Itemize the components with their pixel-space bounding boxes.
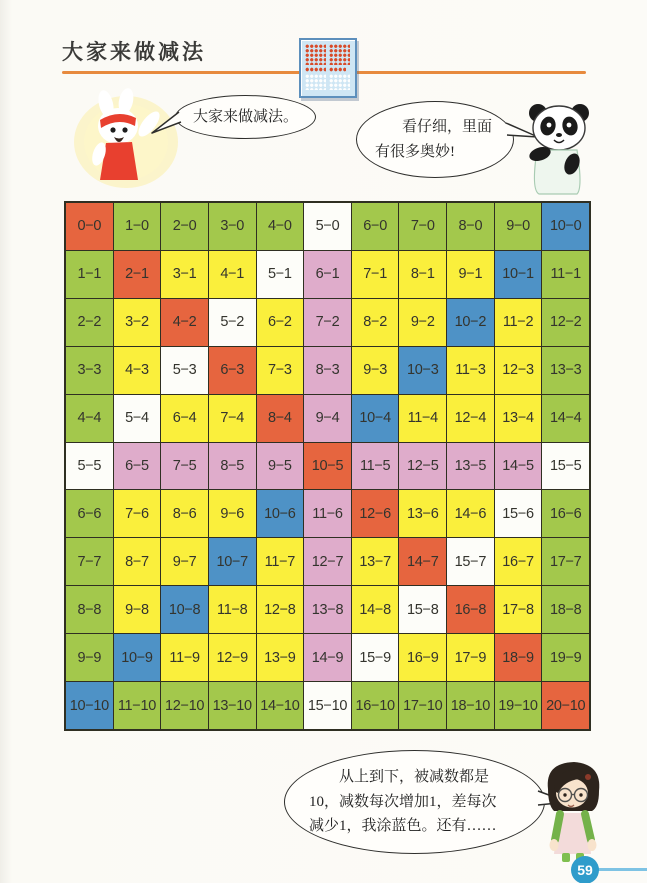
grid-cell: 7−4 [209,395,256,442]
grid-cell: 9−6 [209,490,256,537]
grid-cell: 12−7 [304,538,351,585]
grid-cell: 19−10 [495,682,542,729]
grid-cell: 11−7 [257,538,304,585]
grid-cell: 7−5 [161,443,208,490]
grid-cell: 6−4 [161,395,208,442]
grid-cell: 6−1 [304,251,351,298]
grid-cell: 16−7 [495,538,542,585]
panda-speech-bubble [356,101,514,178]
grid-cell: 8−5 [209,443,256,490]
grid-cell: 19−9 [542,634,589,681]
grid-cell: 8−6 [161,490,208,537]
grid-cell: 9−5 [257,443,304,490]
grid-cell: 4−4 [66,395,113,442]
grid-cell: 2−1 [114,251,161,298]
grid-cell: 5−5 [66,443,113,490]
grid-cell: 10−2 [447,299,494,346]
red-dot-row [305,67,326,72]
grid-cell: 8−1 [399,251,446,298]
grid-cell: 2−0 [161,203,208,250]
grid-cell: 10−3 [399,347,446,394]
grid-cell: 14−9 [304,634,351,681]
grid-cell: 17−9 [447,634,494,681]
grid-cell: 13−6 [399,490,446,537]
grid-cell: 3−0 [209,203,256,250]
grid-cell: 7−7 [66,538,113,585]
grid-cell: 12−5 [399,443,446,490]
grid-cell: 13−7 [352,538,399,585]
grid-cell: 13−5 [447,443,494,490]
grid-cell: 12−6 [352,490,399,537]
grid-cell: 3−3 [66,347,113,394]
grid-cell: 9−2 [399,299,446,346]
grid-cell: 13−3 [542,347,589,394]
grid-cell: 3−2 [114,299,161,346]
girl-speech-line3: 减少1，我涂蓝色。还有…… [309,818,497,835]
grid-cell: 10−8 [161,586,208,633]
empty-dot-block [329,74,350,90]
grid-cell: 9−4 [304,395,351,442]
page-number: 59 [577,862,593,878]
grid-cell: 11−4 [399,395,446,442]
grid-cell: 1−1 [66,251,113,298]
grid-cell: 8−4 [257,395,304,442]
grid-cell: 3−1 [161,251,208,298]
girl-speech-line1: 从上到下，被减数都是 [339,768,490,785]
grid-cell: 16−10 [352,682,399,729]
grid-cell: 15−9 [352,634,399,681]
panda-speech-line1: 看仔细，里面 [402,118,493,135]
grid-cell: 16−8 [447,586,494,633]
grid-cell: 4−2 [161,299,208,346]
grid-cell: 7−2 [304,299,351,346]
grid-cell: 7−1 [352,251,399,298]
grid-cell: 13−10 [209,682,256,729]
grid-cell: 15−6 [495,490,542,537]
grid-cell: 17−7 [542,538,589,585]
grid-cell: 13−8 [304,586,351,633]
panda-speech-line2: 有很多奥妙! [375,143,455,160]
grid-cell: 14−4 [542,395,589,442]
grid-cell: 6−6 [66,490,113,537]
grid-cell: 13−9 [257,634,304,681]
grid-cell: 15−5 [542,443,589,490]
grid-cell: 18−10 [447,682,494,729]
grid-cell: 5−0 [304,203,351,250]
grid-cell: 11−2 [495,299,542,346]
red-dot-row [329,67,346,72]
grid-cell: 12−4 [447,395,494,442]
grid-cell: 6−0 [352,203,399,250]
grid-cell: 5−3 [161,347,208,394]
empty-dot-block [305,74,326,90]
grid-cell: 1−0 [114,203,161,250]
rabbit-character [66,88,184,192]
grid-cell: 10−6 [257,490,304,537]
grid-cell: 10−5 [304,443,351,490]
grid-cell: 8−2 [352,299,399,346]
grid-cell: 12−10 [161,682,208,729]
grid-cell: 17−10 [399,682,446,729]
grid-cell: 14−6 [447,490,494,537]
grid-cell: 10−9 [114,634,161,681]
grid-cell: 8−7 [114,538,161,585]
page-number-badge [571,856,599,883]
page-title: 大家来做减法 [62,41,206,64]
grid-cell: 10−1 [495,251,542,298]
girl-character [535,757,613,865]
grid-cell: 10−4 [352,395,399,442]
grid-cell: 11−3 [447,347,494,394]
grid-cell: 4−1 [209,251,256,298]
rabbit-speech-text: 大家来做减法。 [192,108,298,125]
grid-cell: 11−9 [161,634,208,681]
grid-cell: 7−0 [399,203,446,250]
grid-cell: 7−3 [257,347,304,394]
grid-cell: 7−6 [114,490,161,537]
grid-cell: 9−3 [352,347,399,394]
grid-cell: 12−2 [542,299,589,346]
grid-cell: 11−5 [352,443,399,490]
grid-cell: 16−9 [399,634,446,681]
girl-speech-line2: 10，减数每次增加1，差每次 [309,793,497,810]
grid-cell: 9−7 [161,538,208,585]
red-dot-block [329,44,350,65]
grid-cell: 15−10 [304,682,351,729]
grid-cell: 11−1 [542,251,589,298]
grid-cell: 9−1 [447,251,494,298]
grid-cell: 12−3 [495,347,542,394]
grid-cell: 9−9 [66,634,113,681]
girl-speech-bubble [284,750,545,854]
grid-cell: 8−0 [447,203,494,250]
grid-cell: 18−8 [542,586,589,633]
grid-cell: 15−8 [399,586,446,633]
rabbit-speech-bubble [175,95,316,139]
grid-cell: 13−4 [495,395,542,442]
grid-cell: 11−8 [209,586,256,633]
grid-cell: 10−0 [542,203,589,250]
grid-cell: 14−8 [352,586,399,633]
grid-cell: 11−6 [304,490,351,537]
red-dot-block [305,44,326,65]
grid-cell: 9−8 [114,586,161,633]
grid-cell: 8−3 [304,347,351,394]
grid-cell: 2−2 [66,299,113,346]
grid-cell: 11−10 [114,682,161,729]
rabbit-bubble-tail [151,111,183,135]
grid-cell: 14−7 [399,538,446,585]
grid-cell: 10−10 [66,682,113,729]
grid-cell: 14−5 [495,443,542,490]
grid-cell: 17−8 [495,586,542,633]
grid-cell: 5−4 [114,395,161,442]
counting-chart-icon [299,38,357,98]
grid-cell: 16−6 [542,490,589,537]
grid-cell: 4−3 [114,347,161,394]
grid-cell: 8−8 [66,586,113,633]
grid-cell: 10−7 [209,538,256,585]
grid-cell: 5−1 [257,251,304,298]
panda-character [515,100,603,198]
grid-cell: 15−7 [447,538,494,585]
grid-cell: 0−0 [66,203,113,250]
grid-cell: 6−5 [114,443,161,490]
grid-cell: 12−9 [209,634,256,681]
grid-cell: 20−10 [542,682,589,729]
grid-cell: 6−3 [209,347,256,394]
grid-cell: 14−10 [257,682,304,729]
subtraction-grid [64,201,591,731]
grid-cell: 18−9 [495,634,542,681]
grid-cell: 6−2 [257,299,304,346]
grid-cell: 4−0 [257,203,304,250]
grid-cell: 12−8 [257,586,304,633]
grid-cell: 9−0 [495,203,542,250]
grid-cell: 5−2 [209,299,256,346]
